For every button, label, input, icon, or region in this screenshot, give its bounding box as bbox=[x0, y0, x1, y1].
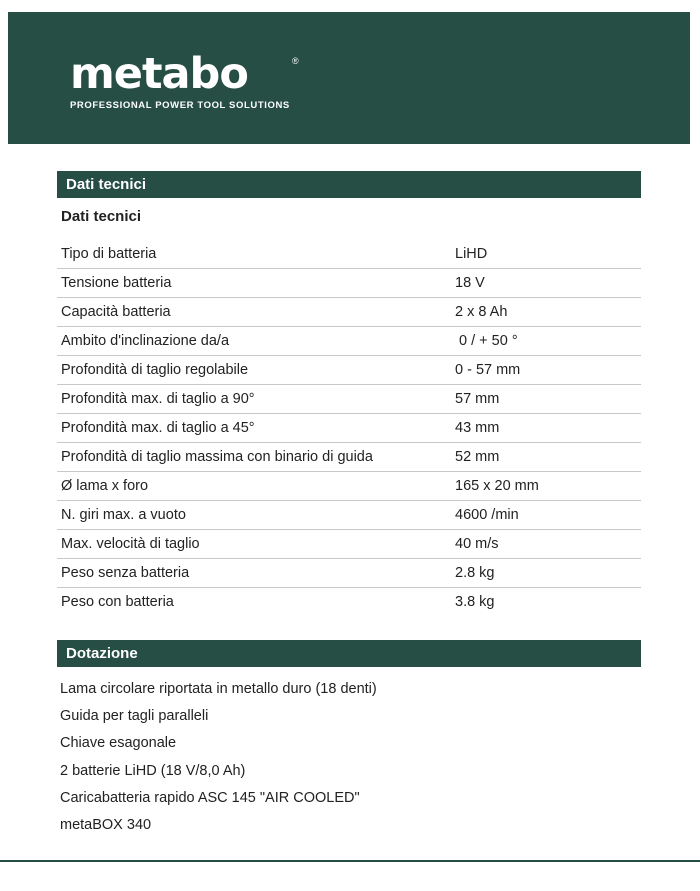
spec-value: 43 mm bbox=[451, 414, 641, 443]
spec-value: LiHD bbox=[451, 240, 641, 269]
spec-table bbox=[57, 240, 641, 616]
spec-value: 18 V bbox=[451, 269, 641, 298]
spec-value: 0 / + 50 ° bbox=[451, 327, 641, 356]
list-item: 2 batterie LiHD (18 V/8,0 Ah) bbox=[60, 762, 246, 779]
table-row bbox=[57, 530, 641, 559]
table-row bbox=[57, 269, 641, 298]
table-row bbox=[57, 588, 641, 617]
logo-tagline: PROFESSIONAL POWER TOOL SOLUTIONS bbox=[70, 100, 290, 111]
list-item: Caricabatteria rapido ASC 145 "AIR COOLED" bbox=[60, 789, 360, 806]
tech-data-subheading: Dati tecnici bbox=[61, 208, 142, 225]
spec-label: Profondità max. di taglio a 45° bbox=[57, 414, 451, 443]
spec-label: Peso con batteria bbox=[61, 594, 174, 610]
registered-mark: ® bbox=[292, 56, 299, 66]
spec-value: 0 - 57 mm bbox=[451, 356, 641, 385]
spec-label: Profondità di taglio regolabile bbox=[57, 356, 451, 385]
list-item: Guida per tagli paralleli bbox=[60, 708, 209, 725]
equipment-list bbox=[60, 676, 377, 839]
bottom-divider bbox=[0, 860, 700, 862]
list-item: metaBOX 340 bbox=[60, 816, 152, 833]
brand-header bbox=[8, 12, 690, 144]
spec-label: Peso senza batteria bbox=[57, 559, 451, 588]
spec-label: Profondità max. di taglio a 90° bbox=[57, 385, 451, 414]
spec-label: Capacità batteria bbox=[57, 298, 451, 327]
spec-value: 4600 /min bbox=[451, 501, 641, 530]
spec-value: 40 m/s bbox=[451, 530, 641, 559]
equipment-section-bar: Dotazione bbox=[57, 640, 641, 667]
table-row bbox=[57, 385, 641, 414]
tech-data-section-bar: Dati tecnici bbox=[57, 171, 641, 198]
list-item: Chiave esagonale bbox=[60, 735, 177, 752]
spec-label: Tensione batteria bbox=[57, 269, 451, 298]
metabo-logo bbox=[70, 49, 299, 111]
spec-label: N. giri max. a vuoto bbox=[57, 501, 451, 530]
table-row bbox=[57, 414, 641, 443]
spec-label: Ø lama x foro bbox=[57, 472, 451, 501]
spec-value: 52 mm bbox=[451, 443, 641, 472]
spec-value: 2 x 8 Ah bbox=[451, 298, 641, 327]
spec-value: 165 x 20 mm bbox=[451, 472, 641, 501]
list-item: Lama circolare riportata in metallo duro (18 denti) bbox=[60, 681, 377, 697]
spec-label: Ambito d'inclinazione da/a bbox=[57, 327, 451, 356]
spec-value: 2.8 kg bbox=[451, 559, 641, 588]
table-row bbox=[57, 240, 641, 269]
table-row bbox=[57, 298, 641, 327]
table-row bbox=[57, 501, 641, 530]
spec-label: Profondità di taglio massima con binario di guida bbox=[57, 443, 451, 472]
table-row bbox=[57, 559, 641, 588]
spec-label: Max. velocità di taglio bbox=[57, 530, 451, 559]
table-row bbox=[57, 443, 641, 472]
spec-value: 57 mm bbox=[451, 385, 641, 414]
table-row bbox=[57, 472, 641, 501]
spec-value: 3.8 kg bbox=[455, 594, 495, 610]
logo-wordmark: metabo bbox=[70, 49, 248, 99]
spec-label: Tipo di batteria bbox=[57, 240, 451, 269]
table-row bbox=[57, 327, 641, 356]
table-row bbox=[57, 356, 641, 385]
